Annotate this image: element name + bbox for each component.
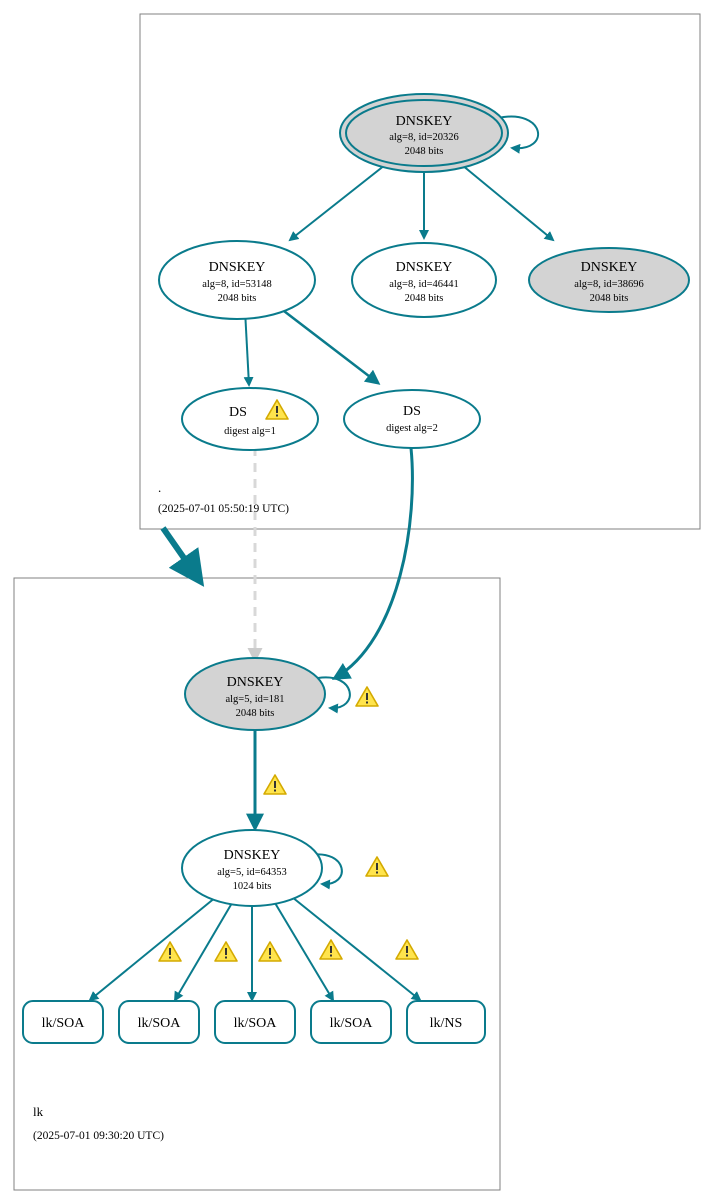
node-zsk-46441-title: DNSKEY <box>395 260 453 275</box>
node-rr-soa-4[interactable] <box>311 1001 391 1043</box>
node-lk-ksk[interactable] <box>185 658 325 730</box>
node-zsk-46441-line2: alg=8, id=46441 <box>389 279 459 290</box>
node-ds-alg1-title: DS <box>229 405 247 420</box>
warning-triangle-icon <box>259 942 281 961</box>
node-lk-zsk-line3: 1024 bits <box>232 881 272 892</box>
node-root-ksk[interactable] <box>340 94 508 172</box>
node-lk-zsk-line2: alg=5, id=64353 <box>217 867 287 878</box>
node-root-zsk-38696[interactable] <box>529 248 689 312</box>
node-root-ksk-line3: 2048 bits <box>404 146 444 157</box>
node-zsk-53148-title: DNSKEY <box>208 260 266 275</box>
node-root-zsk-53148[interactable] <box>159 241 315 319</box>
node-rr-soa-1[interactable] <box>23 1001 103 1043</box>
edge-53148-to-ds1 <box>245 310 249 385</box>
warning-triangle-icon <box>264 775 286 794</box>
node-root-ksk-line2: alg=8, id=20326 <box>389 132 459 143</box>
root-zone-date: (2025-07-01 05:50:19 UTC) <box>158 503 289 515</box>
root-zone-label: . <box>158 480 162 495</box>
edge-root-to-lk-delegation <box>163 528 200 581</box>
edge-zsk-to-ns1 <box>292 897 420 1000</box>
node-rr-soa-3[interactable] <box>215 1001 295 1043</box>
node-lk-ksk-line3: 2048 bits <box>235 708 275 719</box>
edge-ksk-to-38696 <box>462 165 553 240</box>
node-ds-alg1[interactable] <box>182 388 318 450</box>
node-rr-ns-1-label: lk/NS <box>429 1016 463 1031</box>
node-ds-alg2-line2: digest alg=2 <box>386 423 438 434</box>
node-lk-zsk-title: DNSKEY <box>223 848 281 863</box>
node-zsk-38696-line2: alg=8, id=38696 <box>574 279 644 290</box>
lk-zone-date: (2025-07-01 09:30:20 UTC) <box>33 1130 164 1142</box>
node-lk-ksk-line2: alg=5, id=181 <box>225 694 285 705</box>
node-lk-zsk[interactable] <box>182 830 322 906</box>
warning-triangle-icon <box>396 940 418 959</box>
edge-ds2-to-lk-ksk <box>335 448 412 678</box>
node-rr-soa-3-label: lk/SOA <box>233 1016 277 1031</box>
node-ds-alg2[interactable] <box>344 390 480 448</box>
node-zsk-46441-line3: 2048 bits <box>404 293 444 304</box>
node-ds-alg1-line2: digest alg=1 <box>224 426 276 437</box>
warning-triangle-icon <box>366 857 388 876</box>
node-rr-soa-1-label: lk/SOA <box>41 1016 85 1031</box>
node-lk-ksk-title: DNSKEY <box>226 675 284 690</box>
edge-53148-to-ds2 <box>280 308 378 383</box>
node-rr-soa-2[interactable] <box>119 1001 199 1043</box>
node-rr-soa-4-label: lk/SOA <box>329 1016 373 1031</box>
node-root-zsk-46441[interactable] <box>352 243 496 317</box>
node-zsk-38696-line3: 2048 bits <box>589 293 629 304</box>
warning-triangle-icon <box>215 942 237 961</box>
node-zsk-53148-line2: alg=8, id=53148 <box>202 279 272 290</box>
node-zsk-38696-title: DNSKEY <box>580 260 638 275</box>
edge-ksk-to-53148 <box>290 165 385 240</box>
warning-triangle-icon <box>356 687 378 706</box>
node-rr-ns-1[interactable] <box>407 1001 485 1043</box>
node-root-ksk-title: DNSKEY <box>395 114 453 129</box>
warning-triangle-icon <box>320 940 342 959</box>
edge-zsk-to-soa1 <box>90 897 216 1000</box>
node-rr-soa-2-label: lk/SOA <box>137 1016 181 1031</box>
warning-triangle-icon <box>159 942 181 961</box>
node-ds-alg2-title: DS <box>403 404 421 419</box>
lk-zone-label: lk <box>33 1104 44 1119</box>
node-zsk-53148-line3: 2048 bits <box>217 293 257 304</box>
